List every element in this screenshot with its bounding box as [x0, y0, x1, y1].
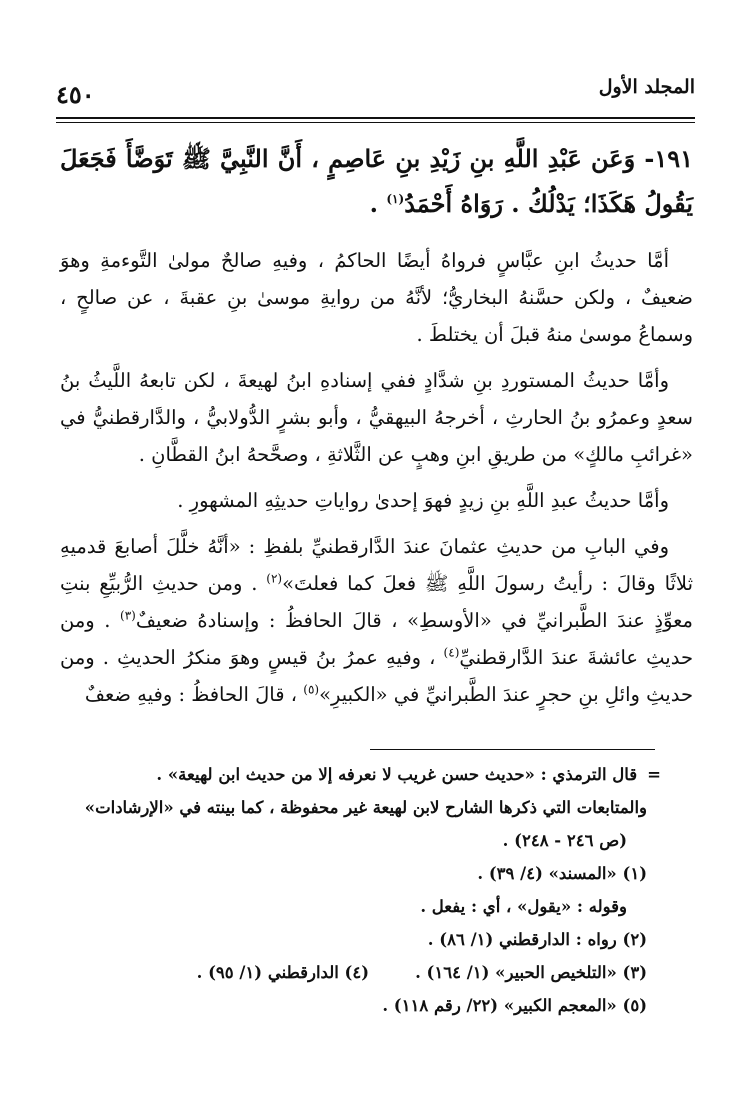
footnote-continued-line-3: (ص ٢٤٦ - ٢٤٨) . [502, 831, 627, 850]
footnote-3-4 [60, 956, 661, 989]
page-header [56, 68, 695, 114]
footnote-continued-line-2: والمتابعات التي ذكرها الشارح لابن لهيعة غير محفوظة ، كما بينته في «الإرشادات» [84, 798, 647, 817]
hadith-end: . [369, 189, 387, 218]
footnote-separator [370, 749, 655, 750]
footnote-ref-5: (٥) [303, 682, 320, 697]
hadith-text [60, 136, 693, 226]
hadith-line-2: يَقُولُ هَكَذَا؛ يَدْلُكُ . رَوَاهُ أَحْمَدُ [404, 189, 693, 218]
paragraph-part-e: ، قالَ الحافظُ : وفيهِ ضعفٌ [84, 683, 304, 706]
paragraph-part-b: . ومن حديثِ الرُّبيِّعِ بنتِ معوِّذٍ عندَ الطَّبرانيِّ في «الأوسطِ» ، قالَ الحافظُ : وإسنادهُ ضعيفٌ [60, 572, 693, 632]
paragraph-abdullah: وأمَّا حديثُ عبدِ اللَّهِ بنِ زيدٍ فهوَ إحدىٰ رواياتِ حديثِهِ المشهورِ . [177, 489, 669, 512]
paragraph-in-the-chapter [60, 528, 693, 713]
footnote-ref-4: (٤) [443, 645, 460, 660]
volume-title: المجلد الأول [598, 76, 695, 98]
footnote-ref-2: (٢) [266, 571, 283, 586]
main-text [60, 130, 693, 722]
paragraph-part-c: . ومن حديثِ عائشةَ عندَ الدَّارقطنيِّ [60, 609, 693, 669]
paragraph-ibn-abbas: أمَّا حديثُ ابنِ عبَّاسٍ فرواهُ أيضًا الحاكمُ ، وفيهِ صالحٌ مولىٰ التَّوءمةِ وهوَ ضعيفٌ ، ولكن حسَّنهُ البخاريُّ؛ لأنَّهُ من روايةِ موسىٰ بنِ عقبةَ ، عن صالحٍ ، وسماعُ موسىٰ منهُ قبلَ أن يختلطَ . [60, 249, 693, 346]
header-rule [56, 117, 695, 123]
footnote-2: (٢) رواه : الدارقطني (١/ ٨٦) . [427, 930, 647, 949]
footnote-ref-3: (٣) [120, 608, 136, 623]
footnote-continued-line-1: =قال الترمذي : «حديث حسن غريب لا نعرفه إلا من حديث ابن لهيعة» . [156, 765, 661, 784]
paragraph-mustawrid: وأمَّا حديثُ المستوردِ بنِ شدَّادٍ ففي إسنادهِ ابنُ لهيعةَ ، لكن تابعهُ اللَّيثُ بنُ سعدٍ وعمرُو بنُ الحارثِ ، أخرجهُ البيهقيُّ ، وأبو بشرٍ الدُّولابيُّ ، والدَّارقطنيُّ في «غرائبِ مالكٍ» من طريقِ ابنِ وهبٍ عن الثَّلاثةِ ، وصحَّحهُ ابنُ القطَّانِ . [60, 369, 693, 466]
continuation-mark: = [647, 765, 661, 784]
footnote-4: (٤) الدارقطني (١/ ٩٥) . [196, 963, 370, 982]
paragraph-part-a: وفي البابِ من حديثِ عثمانَ عندَ الدَّارقطنيِّ بلفظِ : «أنَّهُ خلَّلَ أصابعَ قدميهِ ثلاثًا وقالَ : رأيتُ رسولَ اللَّهِ ﷺ فعلَ كما فعلتَ» [60, 535, 693, 595]
footnote-1-note: وقوله : «يقول» ، أي : يفعل . [420, 897, 627, 916]
footnote-1: (١) «المسند» (٤/ ٣٩) . [477, 864, 647, 883]
paragraph-part-d: ، وفيهِ عمرُ بنُ قيسٍ وهوَ منكرُ الحديثِ . ومن حديثِ وائلِ بنِ حجرٍ عندَ الطَّبرانيِّ في «الكبيرِ» [60, 646, 693, 706]
footnotes [60, 758, 661, 1022]
hadith-line-1: ١٩١- وَعَن عَبْدِ اللَّهِ بنِ زَيْدِ بنِ عَاصِمٍ ، أَنَّ النَّبِيَّ ﷺ تَوَضَّأَ فَجَعَلَ [60, 144, 694, 173]
page-number: ٤٥٠ [56, 80, 95, 109]
footnote-3: (٣) «التلخيص الحبير» (١/ ١٦٤) . [415, 963, 647, 982]
footnote-5: (٥) «المعجم الكبير» (٢٢/ رقم ١١٨) . [382, 996, 647, 1015]
footnote-ref-1: (١) [386, 192, 405, 206]
